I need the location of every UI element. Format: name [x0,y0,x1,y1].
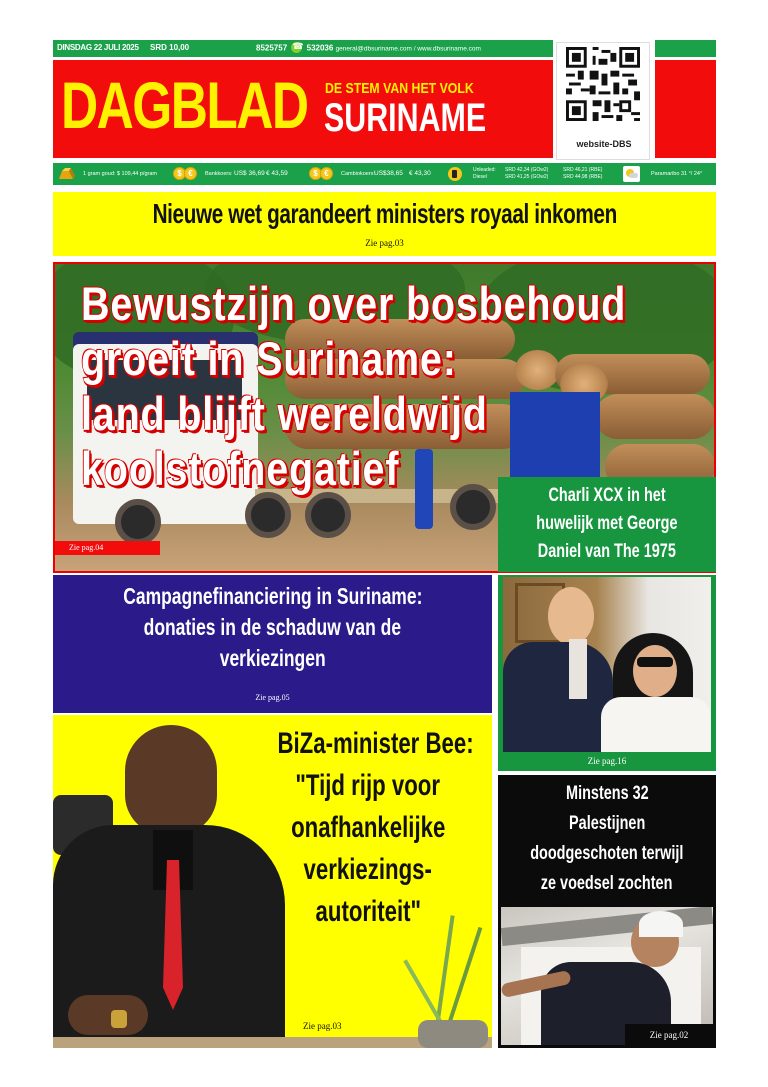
fuel-unleaded-gow2: SRD 42,34 (GOw2) [505,167,549,173]
qr-code-box[interactable] [556,42,650,160]
story-charli-xcx-photo[interactable] [498,575,716,771]
story-headline: Campagnefinanciering in Suriname: donaties in de schaduw van de verkiezingen [122,583,423,671]
page-reference: Zie pag.02 [625,1024,713,1046]
story-headline: Charli XCX in het huwelijk met George Daniel van The 1975 [536,485,678,562]
story-biza-minister[interactable] [53,715,492,1048]
issue-price: SRD 10,00 [150,43,190,52]
fuel-diesel-rbe: SRD 44,98 (RBE) [563,174,603,180]
bank-rate-label: Bankkoers: [205,171,233,177]
weather-forecast: Paramaribo 31 °/ 24° [651,171,703,177]
qr-code-icon [566,47,640,121]
fuel-unleaded-rbe: SRD 46,21 (RBE) [563,167,603,173]
contact-info[interactable]: general@dbsuriname.com / www.dbsuriname.com [335,45,481,53]
fuel-pump-icon [448,167,462,181]
market-ticker-bar [53,163,716,185]
page-reference: Zie pag.16 [587,756,627,766]
logo-tagline: DE STEM VAN HET VOLK [325,80,474,97]
phone-number-1: 8525757 [256,43,288,53]
fuel-diesel-label: Diesel [473,174,487,180]
story-palestinians[interactable] [498,775,716,1048]
plant-decoration [413,915,492,1048]
gold-bar-icon [57,168,75,180]
cambio-rate-eur: € 43,30 [409,170,431,177]
cambio-rate-label: Cambiokoers: [341,171,375,177]
weather-icon [623,166,640,182]
story-campaign-financing[interactable] [53,575,492,713]
top-bar-right-block [655,40,716,57]
issue-date: DINSDAG 22 JULI 2025 [57,43,139,52]
story-headline: Bewustzijn over bosbehoud groeit in Suriname: land blijft wereldwijd koolstofnegatief [81,277,627,495]
qr-label: website-DBS [576,139,632,149]
masthead [53,60,553,158]
logo-suriname: SURINAME [324,96,487,140]
phone-number-2: 532036 [306,43,334,53]
page-reference: Zie pag.04 [55,541,160,555]
story-headline: Nieuwe wet garandeert ministers royaal inkomen [152,198,617,229]
dollar-coin-icon: $ [173,167,186,180]
top-info-bar [53,40,553,57]
bank-rate-eur: € 43,59 [266,170,288,177]
euro-coin-icon: € [320,167,333,180]
bank-rate-usd: US$ 36,69 [234,170,265,177]
page-reference: Zie pag.03 [303,1021,342,1031]
masthead-right-block [655,60,716,158]
cambio-rate-usd: US$38,65 [374,170,403,177]
dollar-coin-icon: $ [309,167,322,180]
wedding-photo [503,577,711,752]
story-ministers-income[interactable] [53,192,716,256]
gold-price: 1 gram goud: $ 109,44 p/gram [83,171,157,177]
phone-icon [291,42,302,53]
story-headline: Minstens 32 Palestijnen doodgeschoten terwijl ze voedsel zochten [530,783,684,894]
fuel-diesel-gow2: SRD 41,25 (GOw2) [505,174,549,180]
story-charli-xcx-headline[interactable] [498,477,716,572]
fuel-unleaded-label: Unleaded: [473,167,496,173]
euro-coin-icon: € [184,167,197,180]
page-reference: Zie pag.03 [365,238,404,248]
logo-dagblad: DAGBLAD [61,68,308,142]
page-reference: Zie pag.05 [255,693,290,702]
story-headline: BiZa-minister Bee: "Tijd rijp voor onafhankelijke verkiezings- autoriteit" [277,727,474,928]
